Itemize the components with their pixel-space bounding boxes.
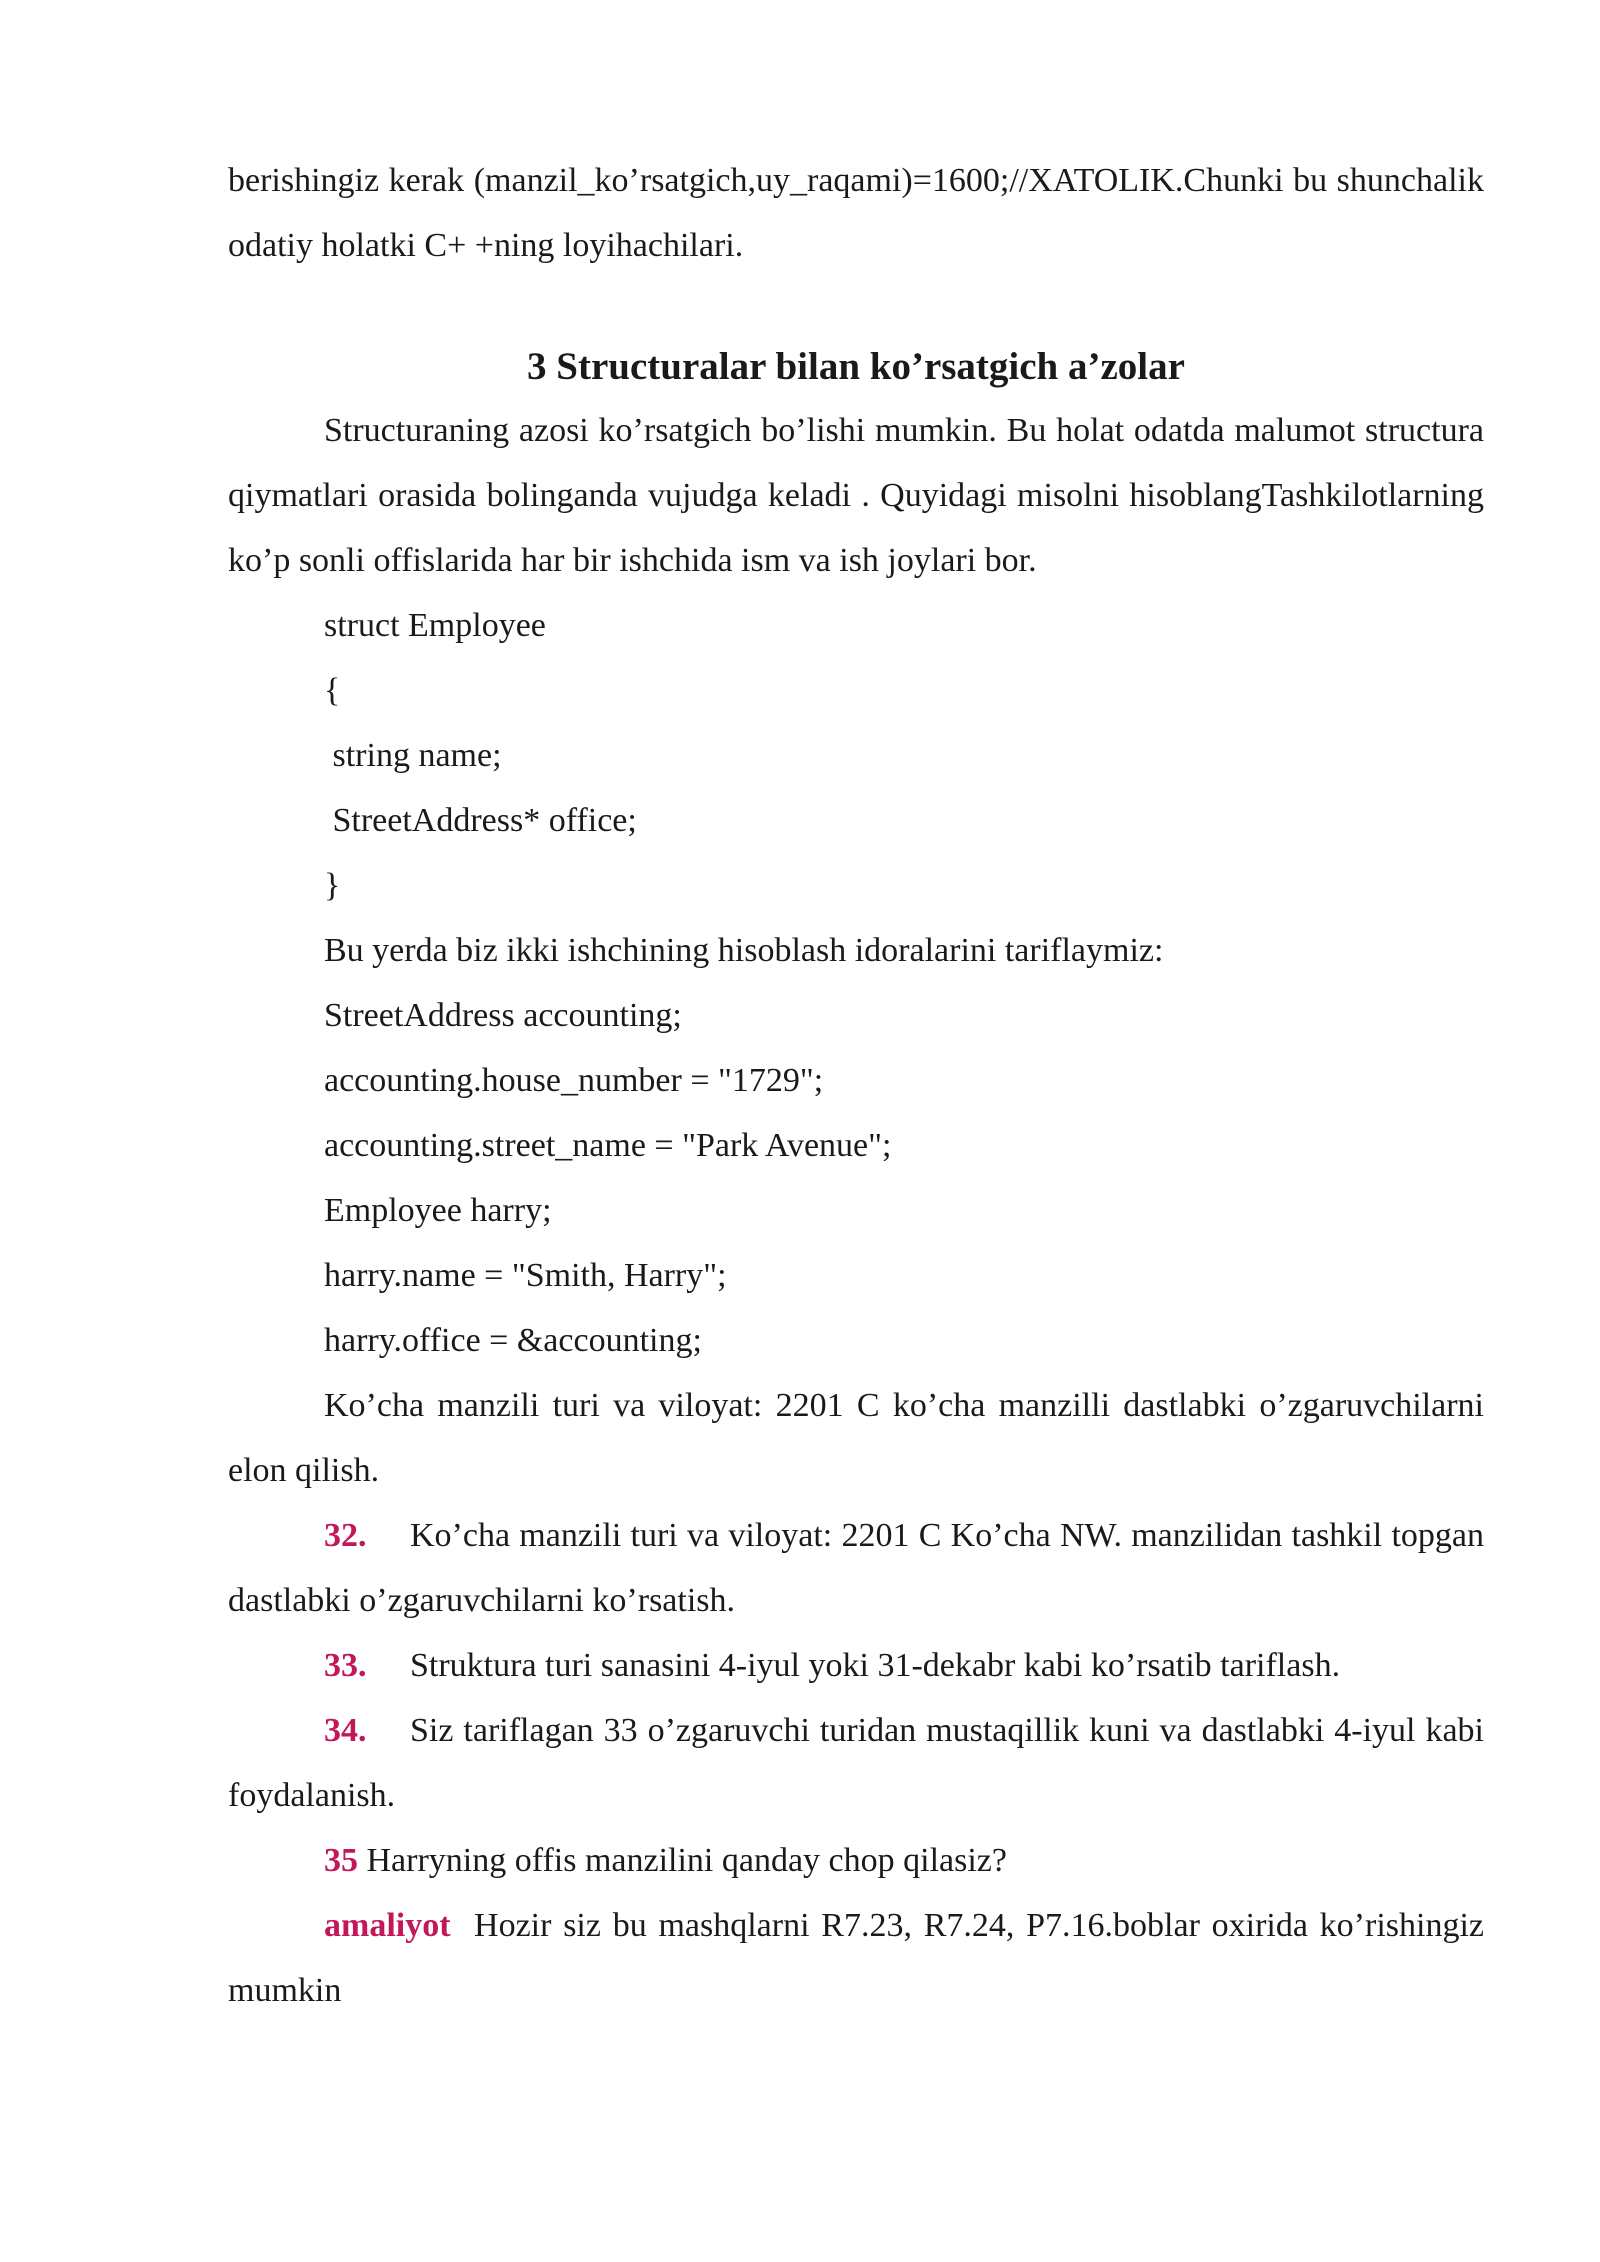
exercise-number: 35	[324, 1842, 358, 1879]
section-paragraph: Structuraning azosi ko’rsatgich bo’lishi mumkin. Bu holat odatda malumot structura qiymatlari orasida bolinganda vujudga keladi . Quyidagi misolni hisoblangTashkilotlarning ko’p sonli offislarida har bir ishchida ism va ish joylari bor.	[228, 412, 1484, 579]
exercise-text: Struktura turi sanasini 4-iyul yoki 31-dekabr kabi ko’rsatib tariflash.	[410, 1647, 1341, 1684]
code-line: accounting.street_name = "Park Avenue";	[324, 1127, 892, 1164]
code-line: Employee harry;	[324, 1192, 552, 1229]
exercise-number: 32.	[324, 1517, 367, 1554]
code-block	[228, 593, 1484, 1373]
practice-paragraph	[228, 1893, 1493, 2023]
code-line: string name;	[324, 737, 502, 774]
exercise-text: Ko’cha manzili turi va viloyat: 2201 C Ko’cha NW. manzilidan tashkil topgan dastlabki o’zgaruvchilarni ko’rsatish.	[228, 1517, 1484, 1619]
code-line: StreetAddress accounting;	[324, 997, 682, 1034]
code-line: harry.office = &accounting;	[324, 1322, 702, 1359]
code-line: struct Employee	[324, 607, 546, 644]
code-line: {	[324, 672, 341, 709]
exercise-intro: Ko’cha manzili turi va viloyat: 2201 C ko’cha manzilli dastlabki o’zgaruvchilarni elon qilish.	[228, 1387, 1484, 1489]
exercise-item	[228, 1503, 1484, 1633]
exercise-number: 34.	[324, 1712, 367, 1749]
intro-paragraph: berishingiz kerak (manzil_ko’rsatgich,uy_raqami)=1600;//XATOLIK.Chunki bu shunchalik odatiy holatki C+ +ning loyihachilari.	[228, 162, 1484, 264]
exercise-item	[228, 1698, 1484, 1828]
exercise-item	[228, 1828, 1484, 1893]
practice-label: amaliyot	[324, 1907, 451, 1944]
code-line: Bu yerda biz ikki ishchining hisoblash idoralarini tariflaymiz:	[324, 932, 1164, 969]
code-line: }	[324, 867, 341, 904]
code-line: StreetAddress* office;	[324, 802, 637, 839]
code-line: accounting.house_number = "1729";	[324, 1062, 824, 1099]
code-line: harry.name = "Smith, Harry";	[324, 1257, 727, 1294]
exercise-text: Siz tariflagan 33 o’zgaruvchi turidan mustaqillik kuni va dastlabki 4-iyul kabi foydalanish.	[228, 1712, 1484, 1814]
document-page	[228, 148, 1493, 2023]
section-heading: 3 Structuralar bilan ko’rsatgich a’zolar	[527, 345, 1185, 388]
exercise-item	[228, 1633, 1484, 1698]
exercise-text: Harryning offis manzilini qanday chop qilasiz?	[358, 1842, 1007, 1879]
exercise-number: 33.	[324, 1647, 367, 1684]
practice-text: Hozir siz bu mashqlarni R7.23, R7.24, P7.16.boblar oxirida ko’rishingiz mumkin	[228, 1907, 1493, 2009]
